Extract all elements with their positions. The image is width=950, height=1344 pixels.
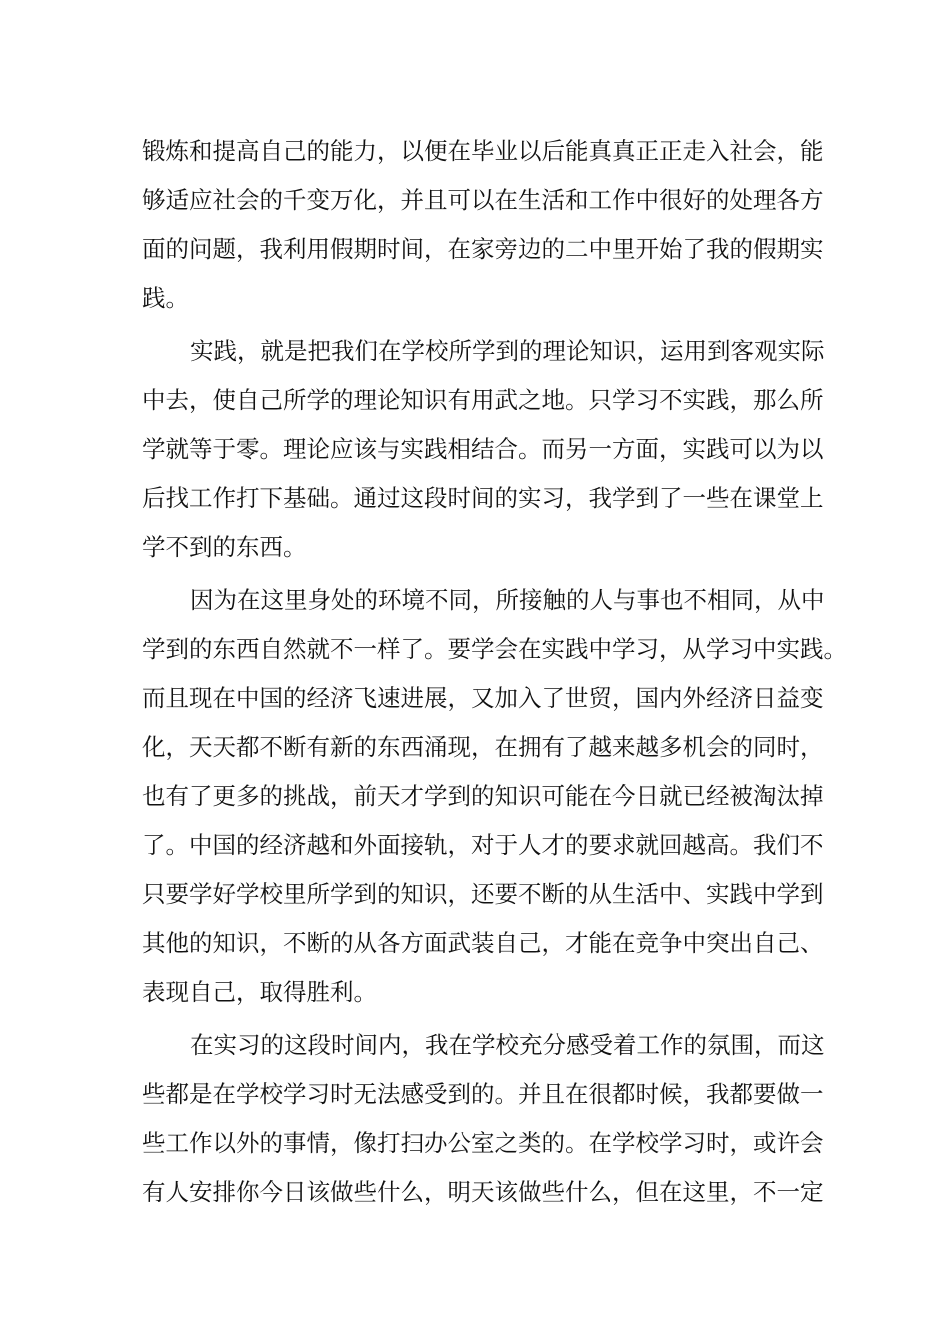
- paragraph-1-line-4: 践。: [142, 284, 189, 312]
- paragraph-3-line-2: 学到的东西自然就不一样了。要学会在实践中学习，从学习中实践。: [142, 635, 847, 663]
- paragraph-3-line-6: 了。中国的经济越和外面接轨，对于人才的要求就回越高。我们不: [142, 831, 824, 859]
- paragraph-3-line-1: 因为在这里身处的环境不同，所接触的人与事也不相同，从中: [190, 586, 825, 614]
- paragraph-3-line-5: 也有了更多的挑战，前天才学到的知识可能在今日就已经被淘汰掉: [142, 782, 824, 810]
- paragraph-4-line-1: 在实习的这段时间内，我在学校充分感受着工作的氛围，而这: [190, 1031, 825, 1059]
- paragraph-1-line-3: 面的问题，我利用假期时间，在家旁边的二中里开始了我的假期实: [142, 235, 824, 263]
- paragraph-2-line-2: 中去，使自己所学的理论知识有用武之地。只学习不实践，那么所: [142, 386, 824, 414]
- paragraph-4-line-3: 些工作以外的事情，像打扫办公室之类的。在学校学习时，或许会: [142, 1129, 824, 1157]
- paragraph-3-line-3: 而且现在中国的经济飞速进展，又加入了世贸，国内外经济日益变: [142, 684, 824, 712]
- paragraph-2-line-1: 实践，就是把我们在学校所学到的理论知识，运用到客观实际: [190, 337, 825, 365]
- paragraph-2-line-4: 后找工作打下基础。通过这段时间的实习，我学到了一些在课堂上: [142, 484, 824, 512]
- paragraph-2-line-3: 学就等于零。理论应该与实践相结合。而另一方面，实践可以为以: [142, 435, 824, 463]
- paragraph-1-line-1: 锻炼和提高自己的能力，以便在毕业以后能真真正正走入社会，能: [142, 137, 824, 165]
- paragraph-3-line-4: 化，天天都不断有新的东西涌现，在拥有了越来越多机会的同时，: [142, 733, 824, 761]
- paragraph-1-line-2: 够适应社会的千变万化，并且可以在生活和工作中很好的处理各方: [142, 186, 824, 214]
- paragraph-3-line-9: 表现自己，取得胜利。: [142, 978, 377, 1006]
- paragraph-3-line-8: 其他的知识，不断的从各方面武装自己，才能在竞争中突出自己、: [142, 929, 824, 957]
- paragraph-4-line-4: 有人安排你今日该做些什么，明天该做些什么，但在这里，不一定: [142, 1178, 824, 1206]
- paragraph-3-line-7: 只要学好学校里所学到的知识，还要不断的从生活中、实践中学到: [142, 880, 824, 908]
- paragraph-2-line-5: 学不到的东西。: [142, 533, 307, 561]
- paragraph-4-line-2: 些都是在学校学习时无法感受到的。并且在很都时候，我都要做一: [142, 1080, 824, 1108]
